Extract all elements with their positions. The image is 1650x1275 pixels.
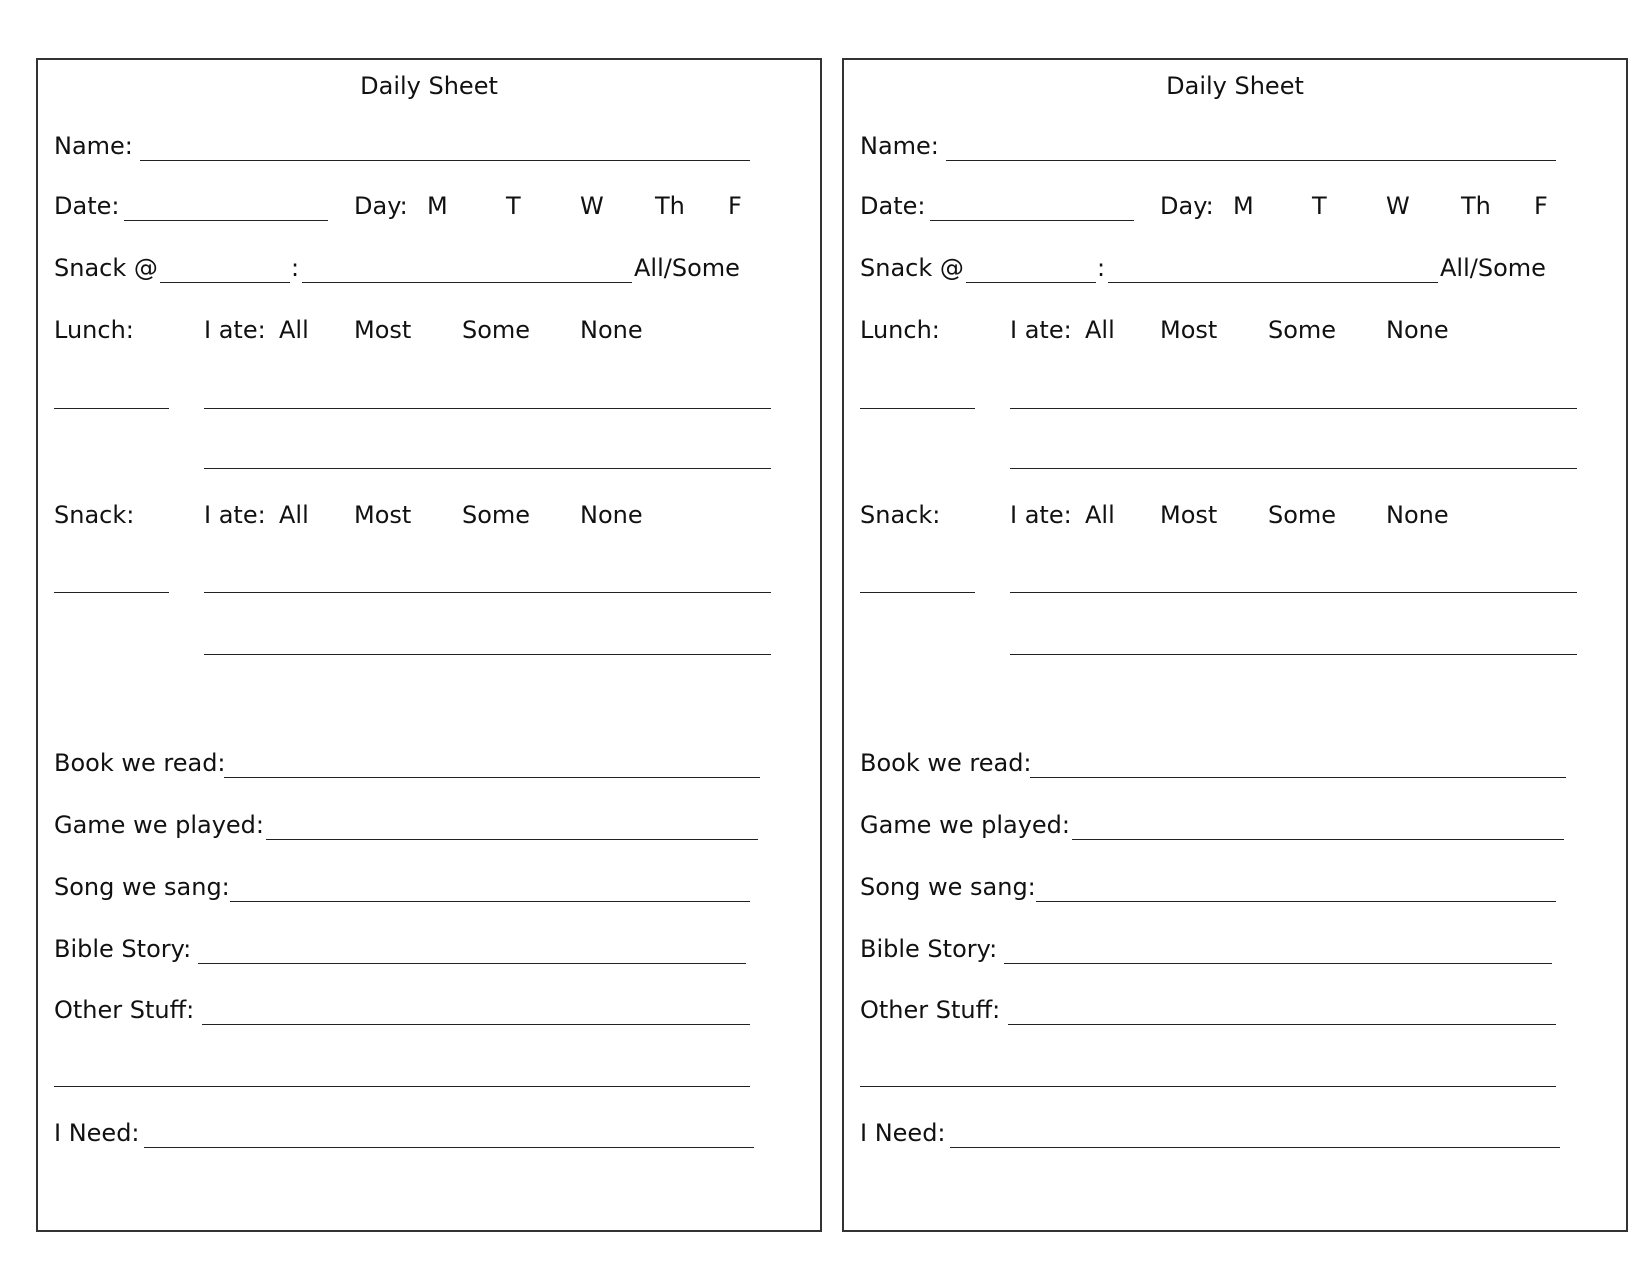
i-ate-label: I ate:	[204, 316, 266, 344]
i-ate-label: I ate:	[1010, 501, 1072, 529]
day-label: Day:	[1160, 192, 1214, 220]
snack-colon: :	[1097, 254, 1106, 282]
snack-time-line-2[interactable]	[54, 592, 169, 593]
snack-line-2[interactable]	[204, 654, 771, 655]
amount-none[interactable]: None	[580, 316, 643, 344]
snack-time-line-2[interactable]	[860, 592, 975, 593]
lunch-line-1[interactable]	[204, 408, 771, 409]
name-label: Name:	[54, 132, 133, 160]
i-ate-label: I ate:	[204, 501, 266, 529]
date-label: Date:	[54, 192, 120, 220]
lunch-line-2[interactable]	[204, 468, 771, 469]
need-field-line[interactable]	[144, 1147, 754, 1148]
day-option-th[interactable]: Th	[655, 192, 685, 220]
bible-field-line[interactable]	[1004, 963, 1552, 964]
lunch-line-1[interactable]	[1010, 408, 1577, 409]
other-field-line[interactable]	[1008, 1024, 1556, 1025]
snack-colon: :	[291, 254, 300, 282]
snack-line-2[interactable]	[1010, 654, 1577, 655]
snack-label: Snack:	[54, 501, 135, 529]
amount-most[interactable]: Most	[1160, 501, 1218, 529]
amount-all[interactable]: All	[1085, 316, 1115, 344]
day-option-f[interactable]: F	[1534, 192, 1548, 220]
day-option-t[interactable]: T	[506, 192, 521, 220]
song-label: Song we sang:	[54, 873, 230, 901]
amount-none[interactable]: None	[580, 501, 643, 529]
other-label: Other Stuff:	[54, 996, 195, 1024]
day-label: Day:	[354, 192, 408, 220]
game-field-line[interactable]	[1072, 839, 1564, 840]
day-option-f[interactable]: F	[728, 192, 742, 220]
other-label: Other Stuff:	[860, 996, 1001, 1024]
game-field-line[interactable]	[266, 839, 758, 840]
amount-all[interactable]: All	[1085, 501, 1115, 529]
date-field-line[interactable]	[124, 220, 328, 221]
other-extra-line[interactable]	[54, 1086, 750, 1087]
day-option-m[interactable]: M	[1233, 192, 1254, 220]
sheet-title: Daily Sheet	[1166, 72, 1304, 100]
name-label: Name:	[860, 132, 939, 160]
need-field-line[interactable]	[950, 1147, 1560, 1148]
song-field-line[interactable]	[1036, 901, 1556, 902]
snack-line-1[interactable]	[204, 592, 771, 593]
amount-some[interactable]: Some	[462, 316, 531, 344]
snack-time-line[interactable]	[966, 282, 1096, 283]
snack-line-1[interactable]	[1010, 592, 1577, 593]
book-label: Book we read:	[54, 749, 226, 777]
song-label: Song we sang:	[860, 873, 1036, 901]
amount-some[interactable]: Some	[1268, 316, 1337, 344]
amount-all[interactable]: All	[279, 501, 309, 529]
name-field-line[interactable]	[140, 160, 750, 161]
game-label: Game we played:	[860, 811, 1070, 839]
daily-sheet-left	[36, 58, 822, 1232]
other-extra-line[interactable]	[860, 1086, 1556, 1087]
i-ate-label: I ate:	[1010, 316, 1072, 344]
name-field-line[interactable]	[946, 160, 1556, 161]
other-field-line[interactable]	[202, 1024, 750, 1025]
lunch-time-line[interactable]	[54, 408, 169, 409]
snack-label: Snack:	[860, 501, 941, 529]
amount-none[interactable]: None	[1386, 501, 1449, 529]
day-option-w[interactable]: W	[580, 192, 604, 220]
snack-at-label: Snack @	[860, 254, 964, 282]
daily-sheet-right	[842, 58, 1628, 1232]
lunch-label: Lunch:	[860, 316, 940, 344]
day-option-m[interactable]: M	[427, 192, 448, 220]
amount-all[interactable]: All	[279, 316, 309, 344]
amount-most[interactable]: Most	[354, 501, 412, 529]
book-label: Book we read:	[860, 749, 1032, 777]
game-label: Game we played:	[54, 811, 264, 839]
need-label: I Need:	[860, 1119, 946, 1147]
amount-most[interactable]: Most	[354, 316, 412, 344]
snack-time-line[interactable]	[160, 282, 290, 283]
song-field-line[interactable]	[230, 901, 750, 902]
bible-label: Bible Story:	[54, 935, 192, 963]
lunch-label: Lunch:	[54, 316, 134, 344]
snack-item-line[interactable]	[1108, 282, 1438, 283]
date-field-line[interactable]	[930, 220, 1134, 221]
amount-some[interactable]: Some	[462, 501, 531, 529]
bible-field-line[interactable]	[198, 963, 746, 964]
date-label: Date:	[860, 192, 926, 220]
sheet-title: Daily Sheet	[360, 72, 498, 100]
snack-at-label: Snack @	[54, 254, 158, 282]
amount-some[interactable]: Some	[1268, 501, 1337, 529]
lunch-line-2[interactable]	[1010, 468, 1577, 469]
bible-label: Bible Story:	[860, 935, 998, 963]
day-option-w[interactable]: W	[1386, 192, 1410, 220]
book-field-line[interactable]	[1030, 777, 1566, 778]
day-option-t[interactable]: T	[1312, 192, 1327, 220]
snack-item-line[interactable]	[302, 282, 632, 283]
need-label: I Need:	[54, 1119, 140, 1147]
snack-all-some: All/Some	[1440, 254, 1546, 282]
amount-most[interactable]: Most	[1160, 316, 1218, 344]
snack-all-some: All/Some	[634, 254, 740, 282]
book-field-line[interactable]	[224, 777, 760, 778]
day-option-th[interactable]: Th	[1461, 192, 1491, 220]
amount-none[interactable]: None	[1386, 316, 1449, 344]
lunch-time-line[interactable]	[860, 408, 975, 409]
